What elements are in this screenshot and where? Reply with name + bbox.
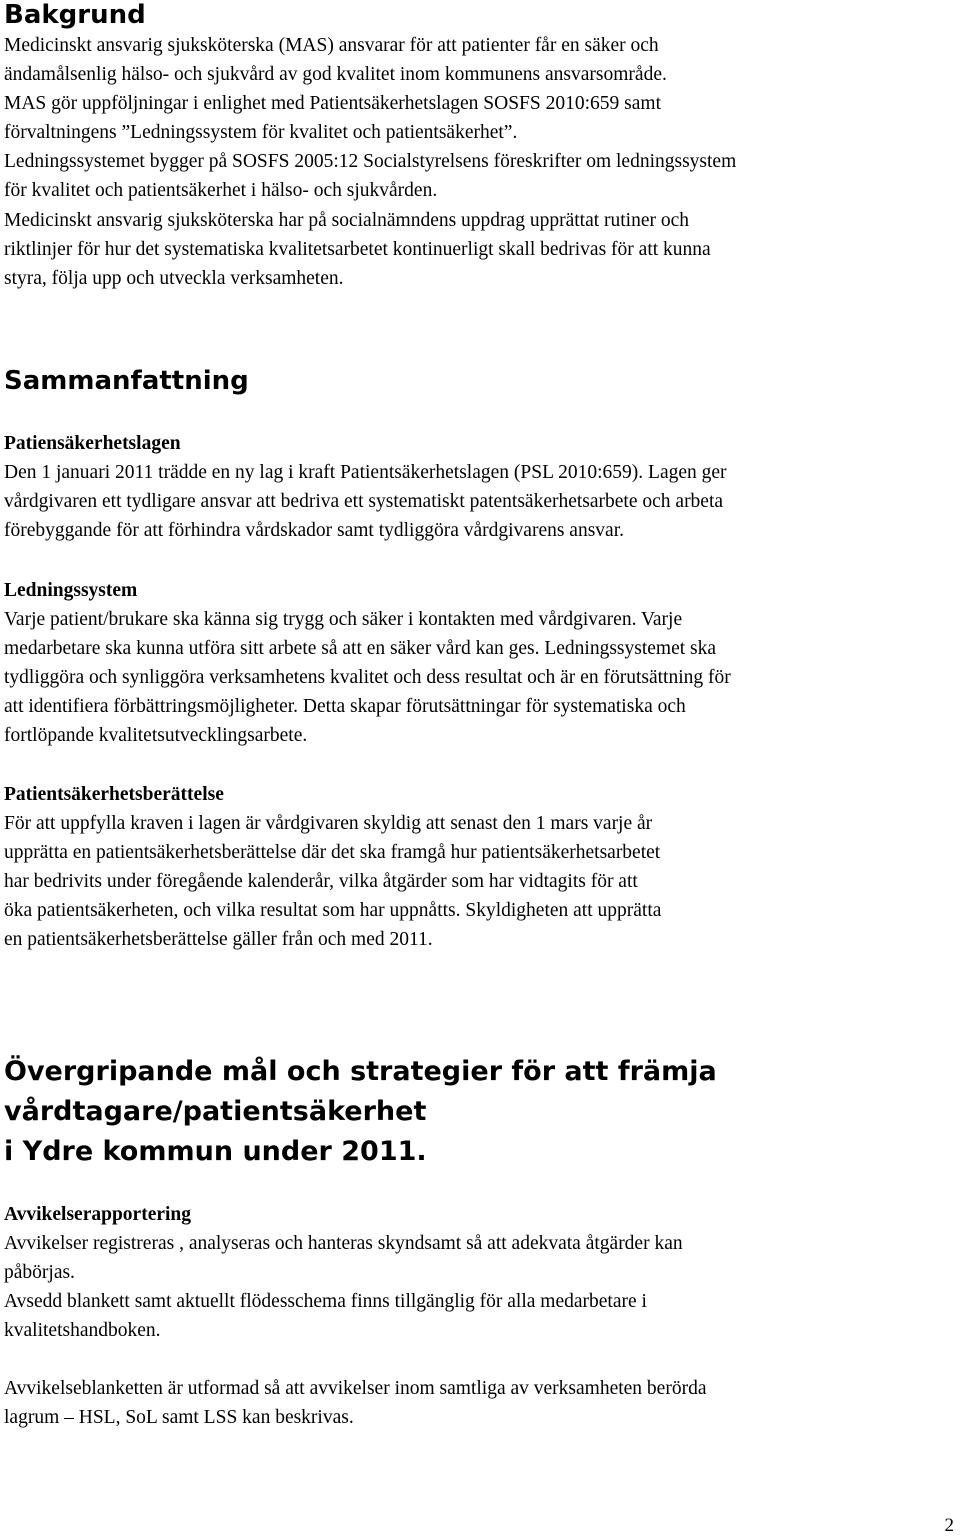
paragraph-patientsakerhetsberattelse bbox=[4, 809, 954, 954]
heading-sammanfattning: Sammanfattning bbox=[4, 366, 249, 396]
text-line: Ledningssystemet bygger på SOSFS 2005:12 Socialstyrelsens föreskrifter om ledningssystem bbox=[4, 151, 737, 173]
text-line: fortlöpande kvalitetsutvecklingsarbete. bbox=[4, 725, 308, 747]
heading-overgripande bbox=[4, 1052, 717, 1172]
text-line: vårdgivaren ett tydligare ansvar att bedriva ett systematiskt patentsäkerhetsarbete och arbeta bbox=[4, 491, 724, 513]
text-line: har bedrivits under föregående kalenderår, vilka åtgärder som har vidtagits för att bbox=[4, 871, 638, 893]
text-line: MAS gör uppföljningar i enlighet med Patientsäkerhetslagen SOSFS 2010:659 samt bbox=[4, 93, 661, 115]
subheading-avvikelserapportering: Avvikelserapportering bbox=[4, 1204, 192, 1225]
text-line: Avvikelser registreras , analyseras och hanteras skyndsamt så att adekvata åtgärder kan bbox=[4, 1233, 683, 1254]
text-line: Medicinskt ansvarig sjuksköterska har på socialnämndens uppdrag upprättat rutiner och bbox=[4, 209, 690, 231]
text-line: lagrum – HSL, SoL samt LSS kan beskrivas. bbox=[4, 1407, 354, 1429]
text-line: Varje patient/brukare ska känna sig trygg och säker i kontakten med vårdgivaren. Varje bbox=[4, 609, 683, 630]
text-line: Den 1 januari 2011 trädde en ny lag i kraft Patientsäkerhetslagen (PSL 2010:659). Lagen ger bbox=[4, 462, 727, 483]
paragraph-avvikelserapportering bbox=[4, 1229, 954, 1345]
text-line: förebyggande för att förhindra vårdskador samt tydliggöra vårdgivarens ansvar. bbox=[4, 520, 625, 542]
text-line: en patientsäkerhetsberättelse gäller från och med 2011. bbox=[4, 929, 433, 951]
text-line: styra, följa upp och utveckla verksamheten. bbox=[4, 267, 344, 289]
text-line: ändamålsenlig hälso- och sjukvård av god kvalitet inom kommunens ansvarsområde. bbox=[4, 64, 667, 86]
text-line: för kvalitet och patientsäkerhet i hälso- och sjukvården. bbox=[4, 180, 438, 202]
text-line: medarbetare ska kunna utföra sitt arbete så att en säker vård kan ges. Ledningssystemet ska bbox=[4, 638, 717, 660]
text-line: Avvikelseblanketten är utformad så att avvikelser inom samtliga av verksamheten berörda bbox=[4, 1378, 707, 1399]
paragraph-avvikelseblanketten bbox=[4, 1374, 954, 1432]
paragraph-patiensakerhetslagen bbox=[4, 458, 954, 545]
text-line: påbörjas. bbox=[4, 1262, 75, 1284]
text-line: att identifiera förbättringsmöjligheter. Detta skapar förutsättningar för systematiska och bbox=[4, 696, 686, 718]
paragraph-bakgrund bbox=[4, 31, 954, 293]
subheading-ledningssystem: Ledningssystem bbox=[4, 580, 138, 601]
text-line: förvaltningens ”Ledningssystem för kvalitet och patientsäkerhet”. bbox=[4, 122, 518, 144]
text-line: För att uppfylla kraven i lagen är vårdgivaren skyldig att senast den 1 mars varje år bbox=[4, 813, 653, 834]
text-line: Avsedd blankett samt aktuellt flödesschema finns tillgänglig för alla medarbetare i bbox=[4, 1291, 647, 1313]
heading-line: i Ydre kommun under 2011. bbox=[4, 1136, 427, 1167]
subheading-patientsakerhetsberattelse: Patientsäkerhetsberättelse bbox=[4, 784, 224, 805]
heading-bakgrund: Bakgrund bbox=[4, 0, 146, 30]
heading-line: vårdtagare/patientsäkerhet bbox=[4, 1096, 427, 1127]
text-line: öka patientsäkerheten, och vilka resultat som har uppnåtts. Skyldigheten att upprätta bbox=[4, 900, 662, 922]
heading-line: Övergripande mål och strategier för att främja bbox=[4, 1056, 717, 1087]
text-line: kvalitetshandboken. bbox=[4, 1320, 161, 1342]
subheading-patiensakerhetslagen: Patiensäkerhetslagen bbox=[4, 433, 181, 454]
paragraph-ledningssystem bbox=[4, 605, 954, 750]
text-line: tydliggöra och synliggöra verksamhetens kvalitet och dess resultat och är en förutsättning för bbox=[4, 667, 731, 689]
text-line: Medicinskt ansvarig sjuksköterska (MAS) ansvarar för att patienter får en säker och bbox=[4, 35, 659, 56]
text-line: upprätta en patientsäkerhetsberättelse där det ska framgå hur patientsäkerhetsarbetet bbox=[4, 842, 661, 864]
text-line: riktlinjer för hur det systematiska kvalitetsarbetet kontinuerligt skall bedrivas för att kunna bbox=[4, 238, 711, 260]
page-number: 2 bbox=[944, 1515, 954, 1536]
